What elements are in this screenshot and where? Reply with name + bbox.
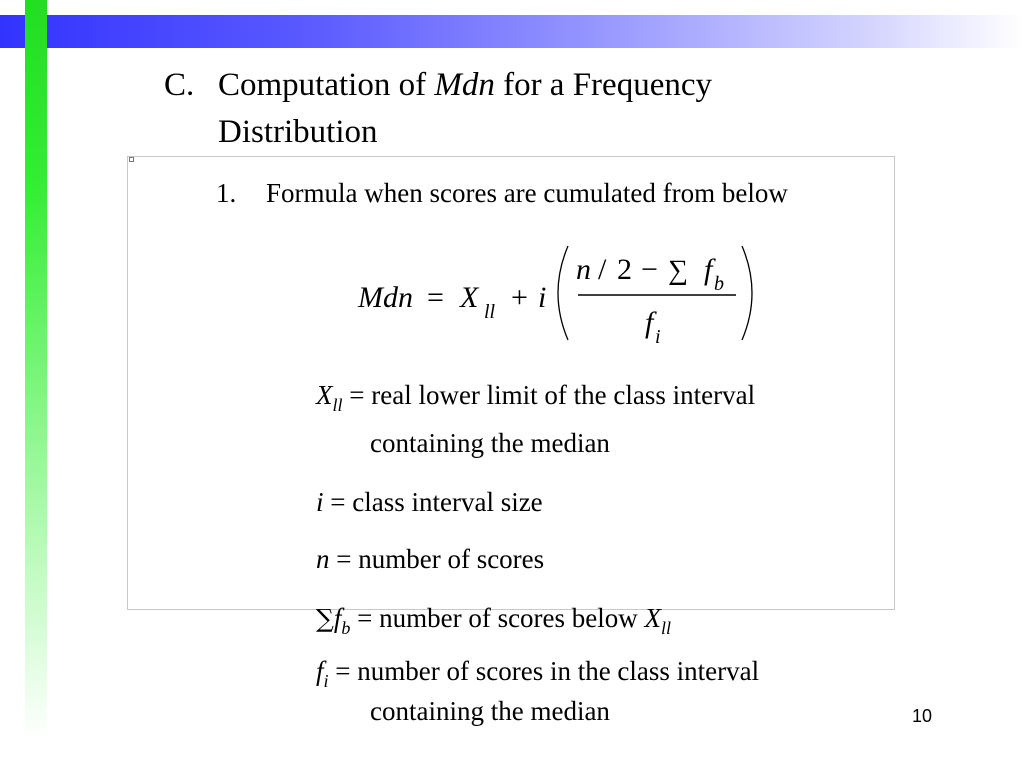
numerator-two: 2 [617,253,632,286]
formula-x: X [460,281,479,314]
def-xll-subscript: ll [332,395,343,415]
title-line-2: Distribution [218,114,378,150]
top-decorative-bar [0,15,1024,48]
definition-n [316,544,544,575]
formula-plus: + [511,281,528,314]
def-xll-text: = real lower limit of the class interval [342,380,756,410]
definition-i [316,487,543,518]
numerator-f-sub: b [714,273,724,295]
def-i-symbol: i [316,487,324,517]
def-sumfb-sigma: ∑ [316,604,334,633]
numerator-slash: / [598,253,607,286]
point-text: Formula when scores are cumulated from below [266,178,788,208]
definition-fi-continued: containing the median [370,696,610,726]
title-suffix: for a Frequency [494,67,712,103]
page-number: 10 [912,706,933,726]
def-n-text: = number of scores [329,544,545,574]
formula-equals: = [427,281,444,314]
object-handle-icon [129,157,134,162]
def-fi-subscript: i [323,671,329,691]
def-sumfb-text: = number of scores below [350,603,645,633]
definition-xll [316,380,756,415]
denominator-f-sub: i [655,326,661,348]
def-sumfb-subscript: b [341,618,351,638]
formula-i: i [538,281,547,314]
point-number: 1. [216,178,237,208]
formula-lhs: Mdn [358,281,413,314]
def-i-text: = class interval size [323,487,543,517]
denominator-f: f [645,306,654,339]
title-line-1 [218,64,712,107]
def-sumfb-symbol: f [333,603,342,633]
definition-fi [316,656,760,691]
numerator-f: f [704,253,713,286]
def-fi-symbol: f [316,656,324,686]
numerator-minus: − [641,253,658,286]
def-sumfb-end-subscript: ll [661,618,672,638]
numerator-sigma: ∑ [668,255,688,286]
side-decorative-bar [25,0,47,740]
title-label: C. [164,67,195,103]
def-xll-symbol: X [316,380,333,410]
title-italic: Mdn [434,67,495,103]
definition-sum-fb [316,603,672,638]
title-prefix: Computation of [218,67,435,103]
definition-xll-continued: containing the median [370,428,610,458]
def-fi-text: = number of scores in the class interval [328,656,760,686]
numerator-n: n [576,253,591,286]
formula-x-sub: ll [484,301,496,323]
def-sumfb-end-symbol: X [644,603,662,633]
def-n-symbol: n [316,544,330,574]
